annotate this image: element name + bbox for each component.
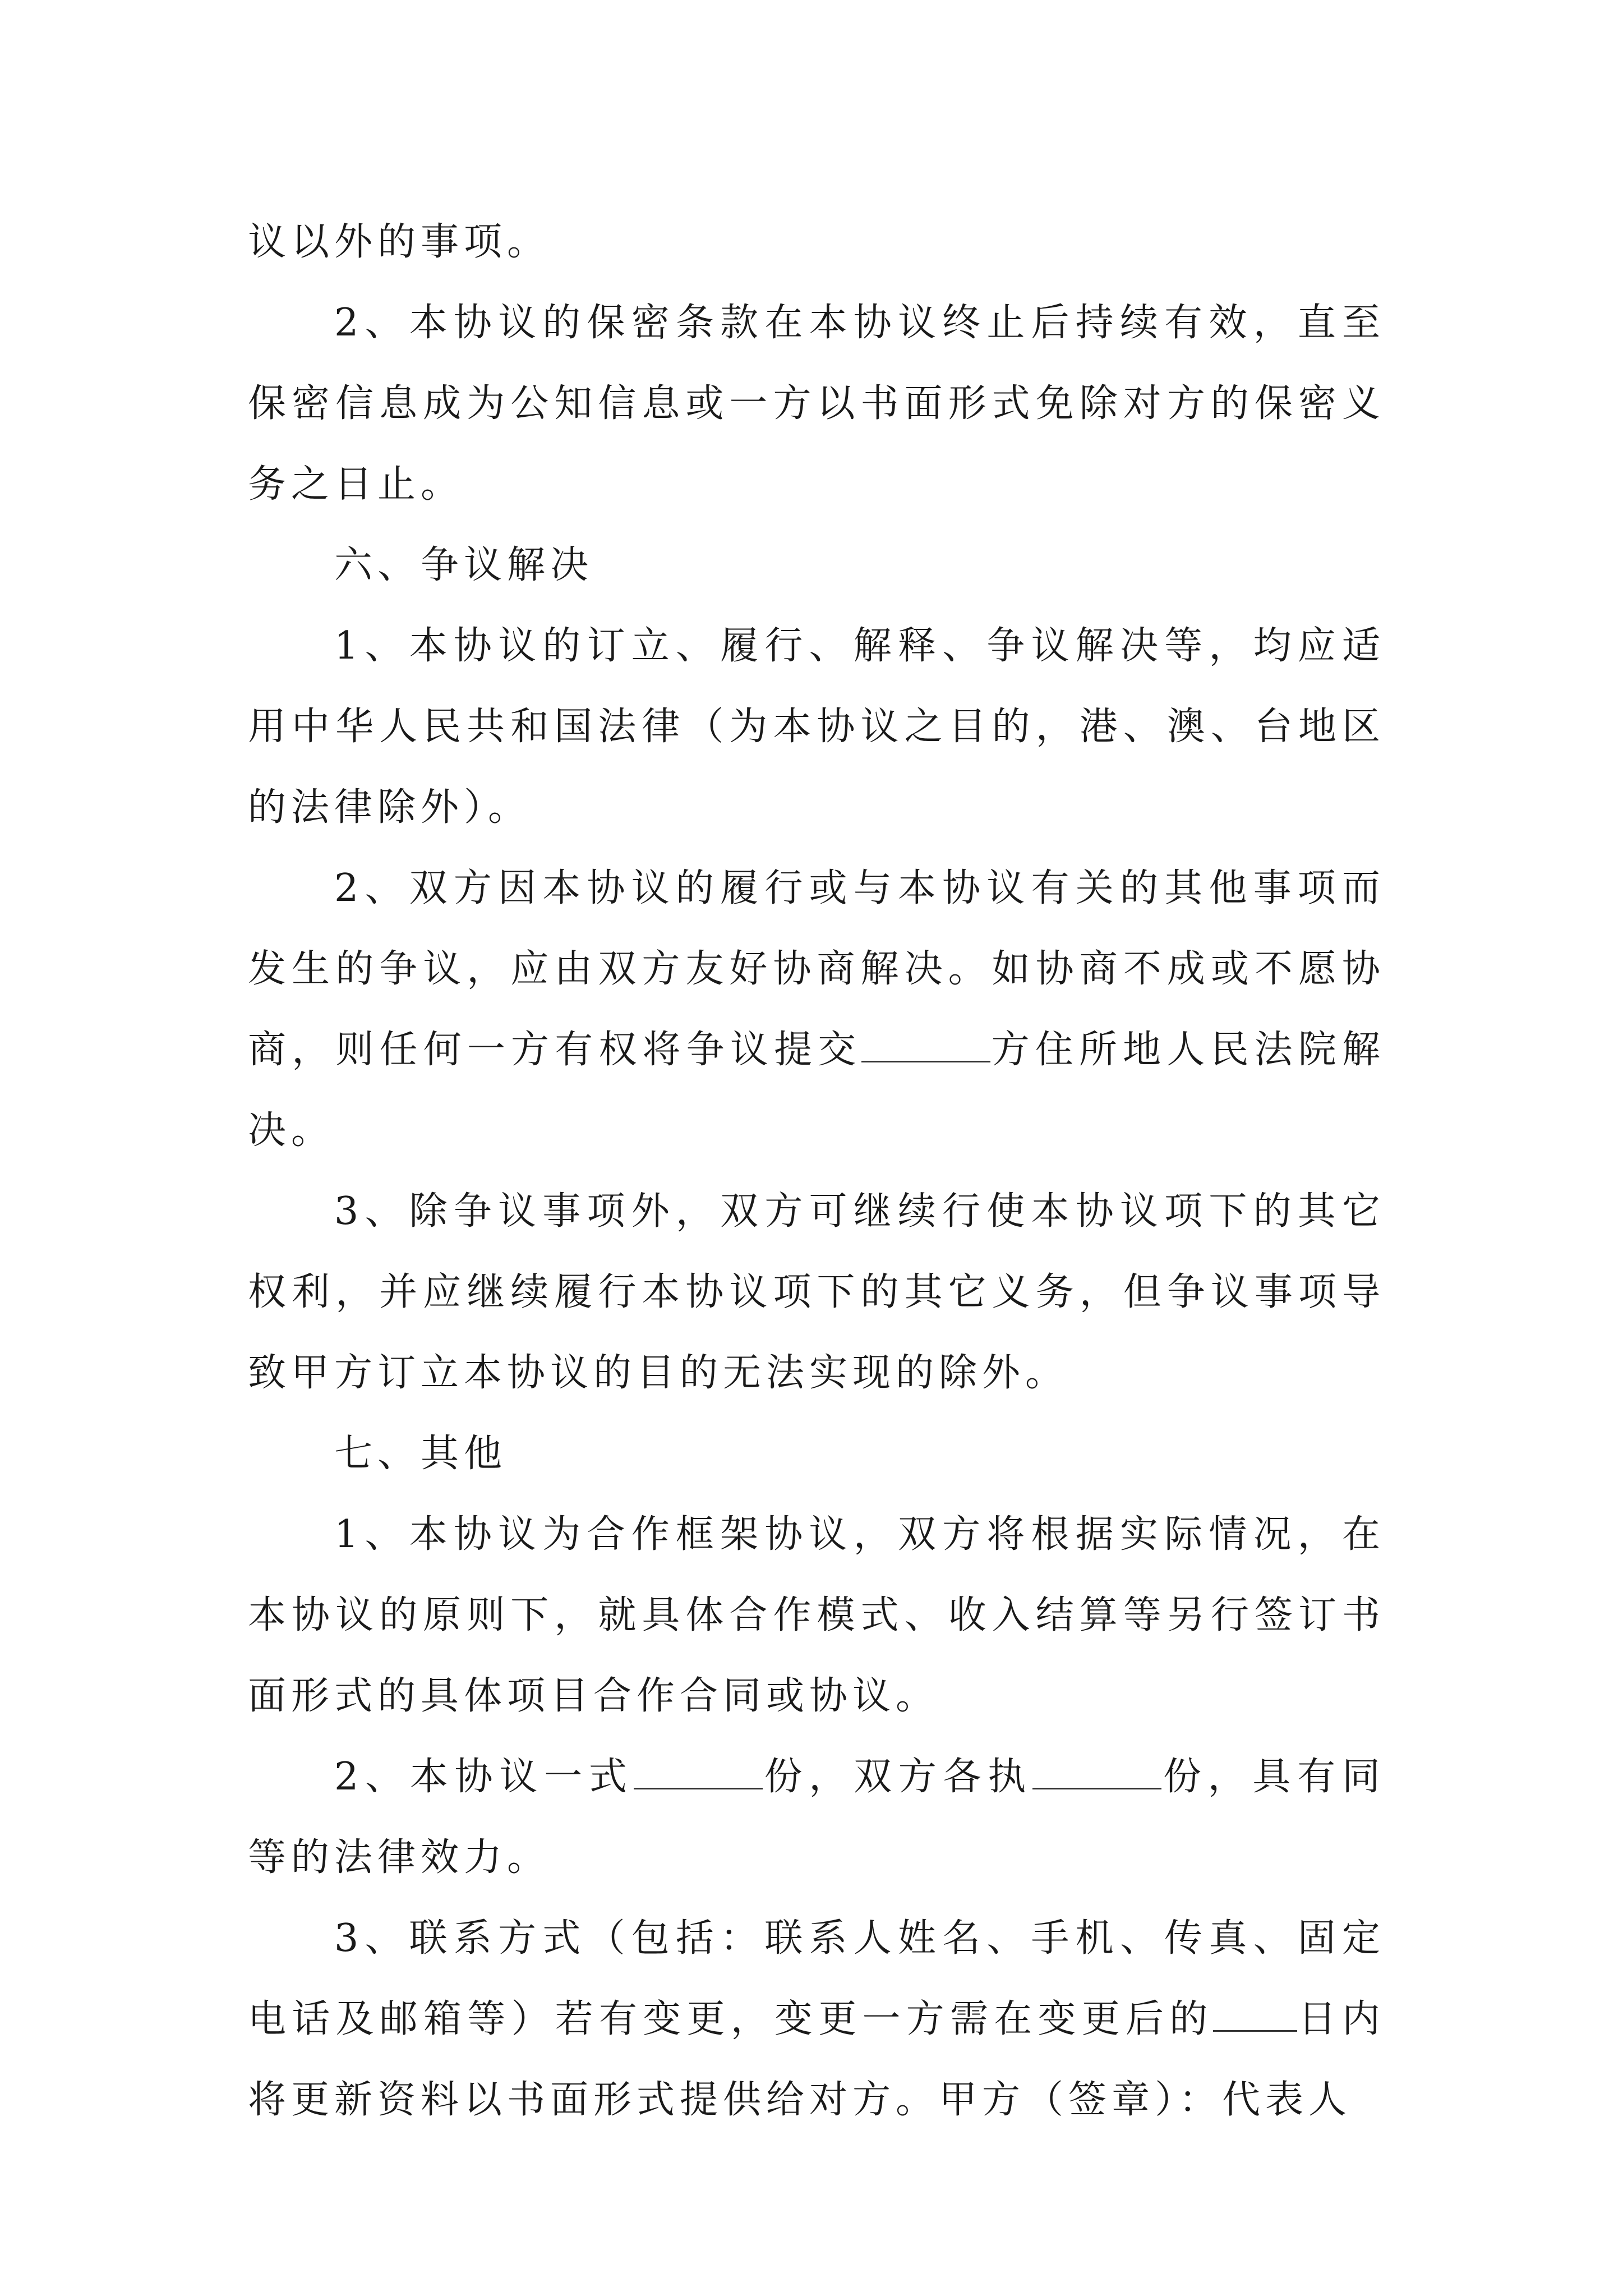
paragraph-text: 2、双方因本协议的履行或与本协议有关的其他事项而发生的争议，应由双方友好协商解决。如协商不成或不愿协商，则任何一方有权将争议提交	[248, 866, 1385, 1072]
paragraph-text: 3、联系方式（包括：联系人姓名、手机、传真、固定电话及邮箱等）若有变更，变更一方需在变更后的	[248, 1916, 1385, 2041]
clause-7-2-copies	[248, 1737, 1385, 1898]
clause-7-1-framework-agreement	[248, 1494, 1385, 1737]
paragraph-text: 议以外的事项。	[248, 220, 551, 264]
paragraph-text: 2、本协议一式	[334, 1755, 634, 1799]
paragraph-text: 3、除争议事项外，双方可继续行使本协议项下的其它权利，并应继续履行本协议项下的其它义务，但争议事项导致甲方订立本协议的目的无法实现的除外。	[248, 1189, 1385, 1395]
fill-in-blank-court-party[interactable]	[861, 1027, 990, 1062]
clause-6-1-governing-law	[248, 606, 1385, 848]
clause-6-3-continued-performance	[248, 1171, 1385, 1414]
heading-text: 七、其他	[334, 1432, 508, 1476]
section-heading-miscellaneous	[248, 1414, 1385, 1494]
heading-text: 六、争议解决	[334, 543, 594, 587]
paragraph-text: 2、本协议的保密条款在本协议终止后持续有效，直至保密信息成为公知信息或一方以书面形式免除对方的保密义务之日止。	[248, 301, 1385, 507]
clause-7-3-contact-changes	[248, 1898, 1385, 2141]
paragraph-text: 份，双方各执	[762, 1755, 1033, 1799]
paragraph-text: 日内将更新资料以书面形式提供给对方。甲方（签章）：代表人	[248, 1997, 1385, 2122]
paragraph-text: 方住所地人民法院解决。	[248, 1028, 1385, 1153]
clause-6-2-jurisdiction	[248, 848, 1385, 1171]
clause-5-2-confidentiality-duration	[248, 283, 1385, 525]
paragraph-text: 份，具有同等的法律效力。	[248, 1755, 1385, 1880]
paragraph-text: 1、本协议为合作框架协议，双方将根据实际情况，在本协议的原则下，就具体合作模式、收入结算等另行签订书面形式的具体项目合作合同或协议。	[248, 1512, 1385, 1718]
document-body	[248, 202, 1385, 2141]
fill-in-blank-copies-each[interactable]	[1032, 1754, 1161, 1789]
section-heading-dispute-resolution	[248, 525, 1385, 606]
fill-in-blank-days[interactable]	[1213, 1996, 1297, 2032]
fill-in-blank-total-copies[interactable]	[634, 1754, 763, 1789]
paragraph-text: 1、本协议的订立、履行、解释、争议解决等，均应适用中华人民共和国法律（为本协议之目的，港、澳、台地区的法律除外）。	[248, 624, 1385, 830]
paragraph-continuation	[248, 202, 1385, 283]
